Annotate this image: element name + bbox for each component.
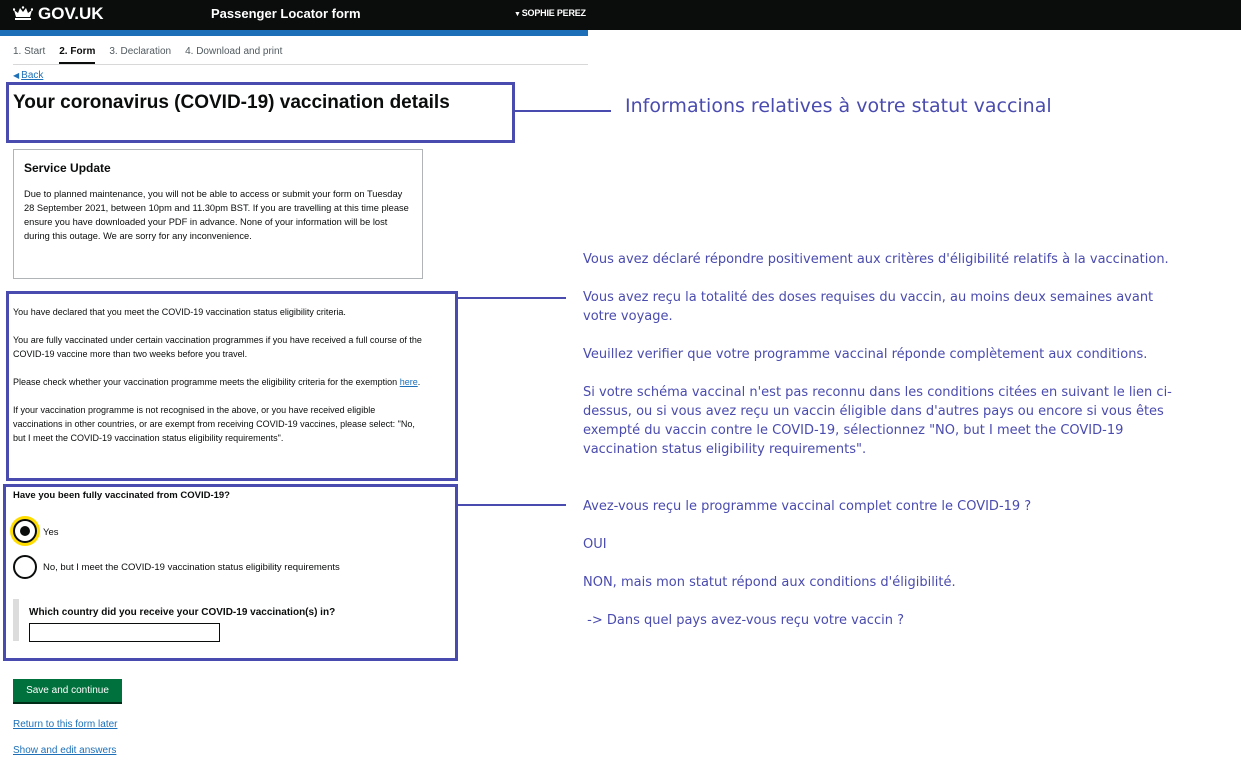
info-check-period: . — [417, 377, 421, 387]
radio-yes-label[interactable]: Yes — [43, 527, 59, 538]
back-link[interactable] — [13, 70, 43, 81]
back-link-label: Back — [21, 70, 44, 81]
govuk-logo[interactable] — [13, 4, 104, 24]
info-check-text: Please check whether your vaccination programme meets the eligibility criteria for the exemption — [13, 377, 400, 387]
radio-no-label[interactable]: No, but I meet the COVID-19 vaccination status eligibility requirements — [43, 562, 340, 573]
steps-divider — [13, 64, 588, 65]
info-declared: You have declared that you meet the COVID-19 vaccination status eligibility criteria. — [13, 307, 346, 317]
annotation-info-p2-fr: Vous avez reçu la totalité des doses requises du vaccin, au moins deux semaines avant votre voyage. — [583, 290, 1154, 324]
eligibility-info — [13, 305, 423, 459]
service-update-title: Service Update — [24, 161, 111, 175]
country-label: Which country did you receive your COVID-19 vaccination(s) in? — [29, 607, 336, 618]
user-menu[interactable] — [514, 8, 586, 18]
page-title: Your coronavirus (COVID-19) vaccination details — [13, 92, 450, 113]
annotation-info-p4-fr: Si votre schéma vaccinal n'est pas reconnu dans les conditions citées en suivant le lien ci-dessus, ou si vous avez reçu un vaccin éligible dans d'autres pays ou encore si vous êtes exempté du vaccin contre le COVID-19, sélectionnez "NO, but I meet the COVID-19 vaccination status eligibility requirements". — [583, 385, 1172, 457]
annotation-info-p3-fr: Veuillez verifier que votre programme vaccinal réponde complètement aux conditions. — [583, 347, 1148, 362]
step-declaration[interactable]: 3. Declaration — [109, 46, 172, 57]
conditional-bar — [13, 599, 19, 641]
annotation-line-title — [515, 110, 611, 112]
info-not-recognised: If your vaccination programme is not recognised in the above, or you have received eligible vaccinations in other countries, or are exempt from receiving COVID-19 vaccines, please select: "No, but I meet the COVID-19 vaccination status eligibility requirements". — [13, 405, 415, 443]
radio-no-but-eligible[interactable] — [13, 555, 37, 579]
step-form[interactable]: 2. Form — [59, 46, 95, 64]
eligibility-here-link[interactable]: here — [399, 377, 418, 387]
annotation-info-p1-fr: Vous avez déclaré répondre positivement aux critères d'éligibilité relatifs à la vaccination. — [583, 252, 1169, 267]
country-input[interactable] — [29, 623, 220, 642]
annotation-line-question — [458, 504, 566, 506]
return-later-link[interactable]: Return to this form later — [13, 719, 118, 730]
crown-icon — [13, 6, 33, 22]
caret-down-icon: ▼ — [514, 11, 521, 18]
service-name[interactable]: Passenger Locator form — [211, 6, 361, 21]
info-fully-vaccinated: You are fully vaccinated under certain vaccination programmes if you have received a full course of the COVID-19 vaccine more than two weeks before you travel. — [13, 335, 422, 359]
annotation-no-fr: NON, mais mon statut répond aux conditions d'éligibilité. — [583, 575, 956, 590]
annotation-question-fr: Avez-vous reçu le programme vaccinal complet contre le COVID-19 ? — [583, 499, 1032, 514]
annotation-title-fr: Informations relatives à votre statut vaccinal — [625, 95, 1052, 117]
annotation-country-fr: -> Dans quel pays avez-vous reçu votre vaccin ? — [583, 613, 904, 628]
annotation-line-info — [458, 297, 566, 299]
govuk-header — [0, 0, 1241, 30]
service-update-text: Due to planned maintenance, you will not be able to access or submit your form on Tuesday 28 September 2021, between 10pm and 11.30pm BST. If you are travelling at this time please ensure you have downloaded your PDF in advance. None of your information will be lost during this outage. We are sorry for any inconvenience. — [24, 189, 409, 241]
step-navigation — [13, 46, 296, 64]
step-start[interactable]: 1. Start — [13, 46, 46, 57]
back-arrow-icon: ◀ — [13, 71, 20, 80]
vaccination-question: Have you been fully vaccinated from COVID-19? — [13, 490, 230, 501]
info-check-programme — [13, 375, 423, 389]
radio-yes[interactable] — [13, 519, 37, 543]
step-download[interactable]: 4. Download and print — [185, 46, 283, 57]
service-update-panel — [13, 149, 423, 279]
annotation-yes-fr: OUI — [583, 537, 607, 552]
save-and-continue-button[interactable]: Save and continue — [13, 679, 122, 702]
show-edit-answers-link[interactable]: Show and edit answers — [13, 745, 117, 756]
radio-selected-dot — [20, 526, 30, 536]
user-name: SOPHIE PEREZ — [521, 8, 586, 18]
logo-text: GOV.UK — [38, 4, 104, 23]
header-stripe — [0, 30, 588, 36]
